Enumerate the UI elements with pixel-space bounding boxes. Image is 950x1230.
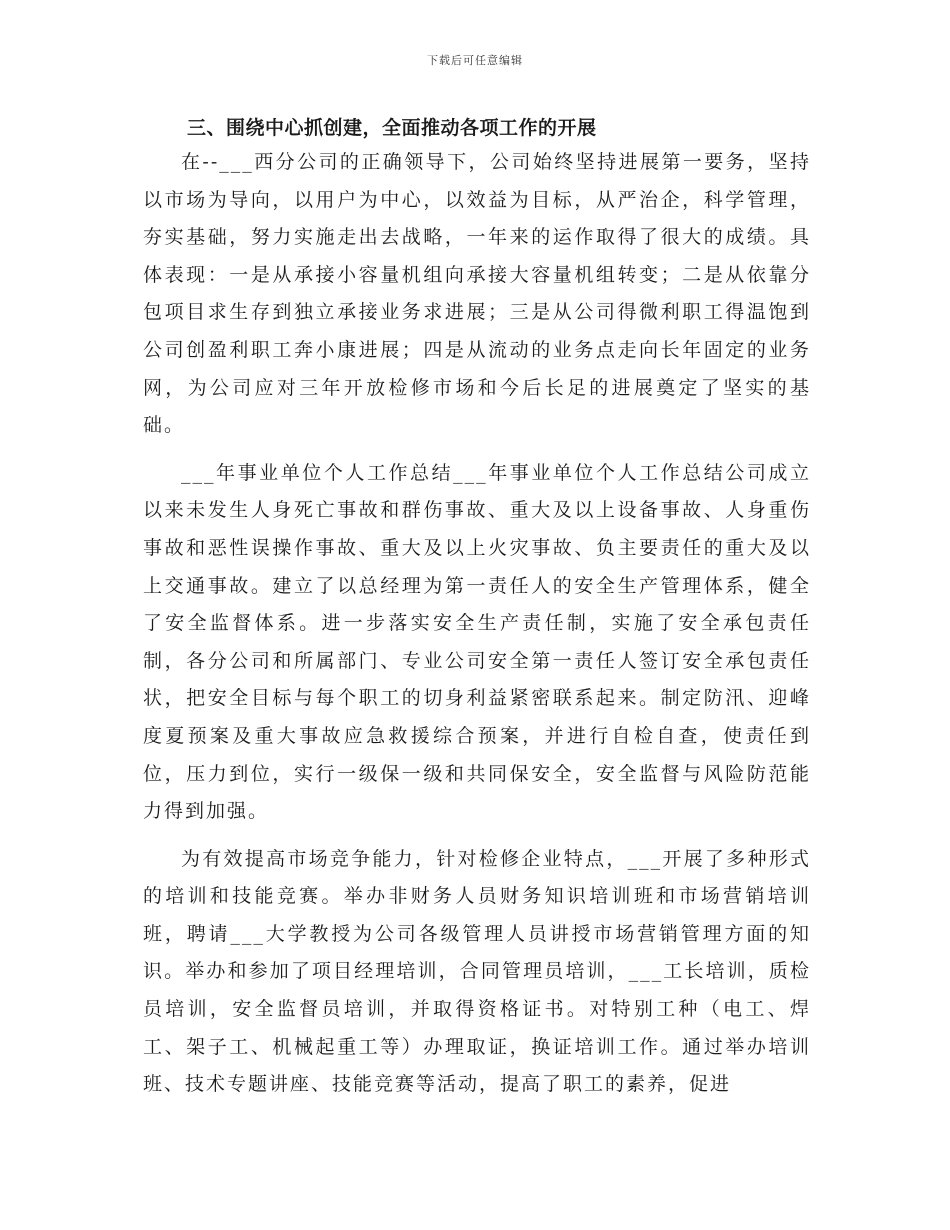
paragraph-1: 在--___西分公司的正确领导下，公司始终坚持进展第一要务，坚持以市场为导向，以用户为中心，以效益为目标，从严治企，科学管理，夯实基础，努力实施走出去战略，一年来的运作取得了很大的成绩。具体表现：一是从承接小容量机组向承接大容量机组转变；二是从依靠分包项目求生存到独立承接业务求进展；三是从公司得微利职工得温饱到公司创盈利职工奔小康进展；四是从流动的业务点走向长年固定的业务网，为公司应对三年开放检修市场和今后长足的进展奠定了坚实的基础。	[143, 151, 811, 437]
document-body	[143, 112, 811, 1104]
paragraph-2: ___年事业单位个人工作总结___年事业单位个人工作总结公司成立以来未发生人身死亡事故和群伤事故、重大及以上设备事故、人身重伤事故和恶性误操作事故、重大及以上火灾事故、负主要责任的重大及以上交通事故。建立了以总经理为第一责任人的安全生产管理体系，健全了安全监督体系。进一步落实安全生产责任制，实施了安全承包责任制，各分公司和所属部门、专业公司安全第一责任人签订安全承包责任状，把安全目标与每个职工的切身利益紧密联系起来。制定防汛、迎峰度夏预案及重大事故应急救援综合预案，并进行自检自查，使责任到位，压力到位，实行一级保一级和共同保安全，安全监督与风险防范能力得到加强。	[143, 461, 811, 823]
section-heading: 三、围绕中心抓创建，全面推动各项工作的开展	[187, 117, 597, 139]
header-note: 下载后可任意编辑	[427, 54, 523, 67]
paragraph-3: 为有效提高市场竞争能力，针对检修企业特点，___开展了多种形式的培训和技能竞赛。举办非财务人员财务知识培训班和市场营销培训班，聘请___大学教授为公司各级管理人员讲授市场营销管理方面的知识。举办和参加了项目经理培训，合同管理员培训，___工长培训，质检员培训，安全监督员培训，并取得资格证书。对特别工种（电工、焊工、架子工、机械起重工等）办理取证，换证培训工作。通过举办培训班、技术专题讲座、技能竞赛等活动，提高了职工的素养，促进	[143, 847, 811, 1096]
